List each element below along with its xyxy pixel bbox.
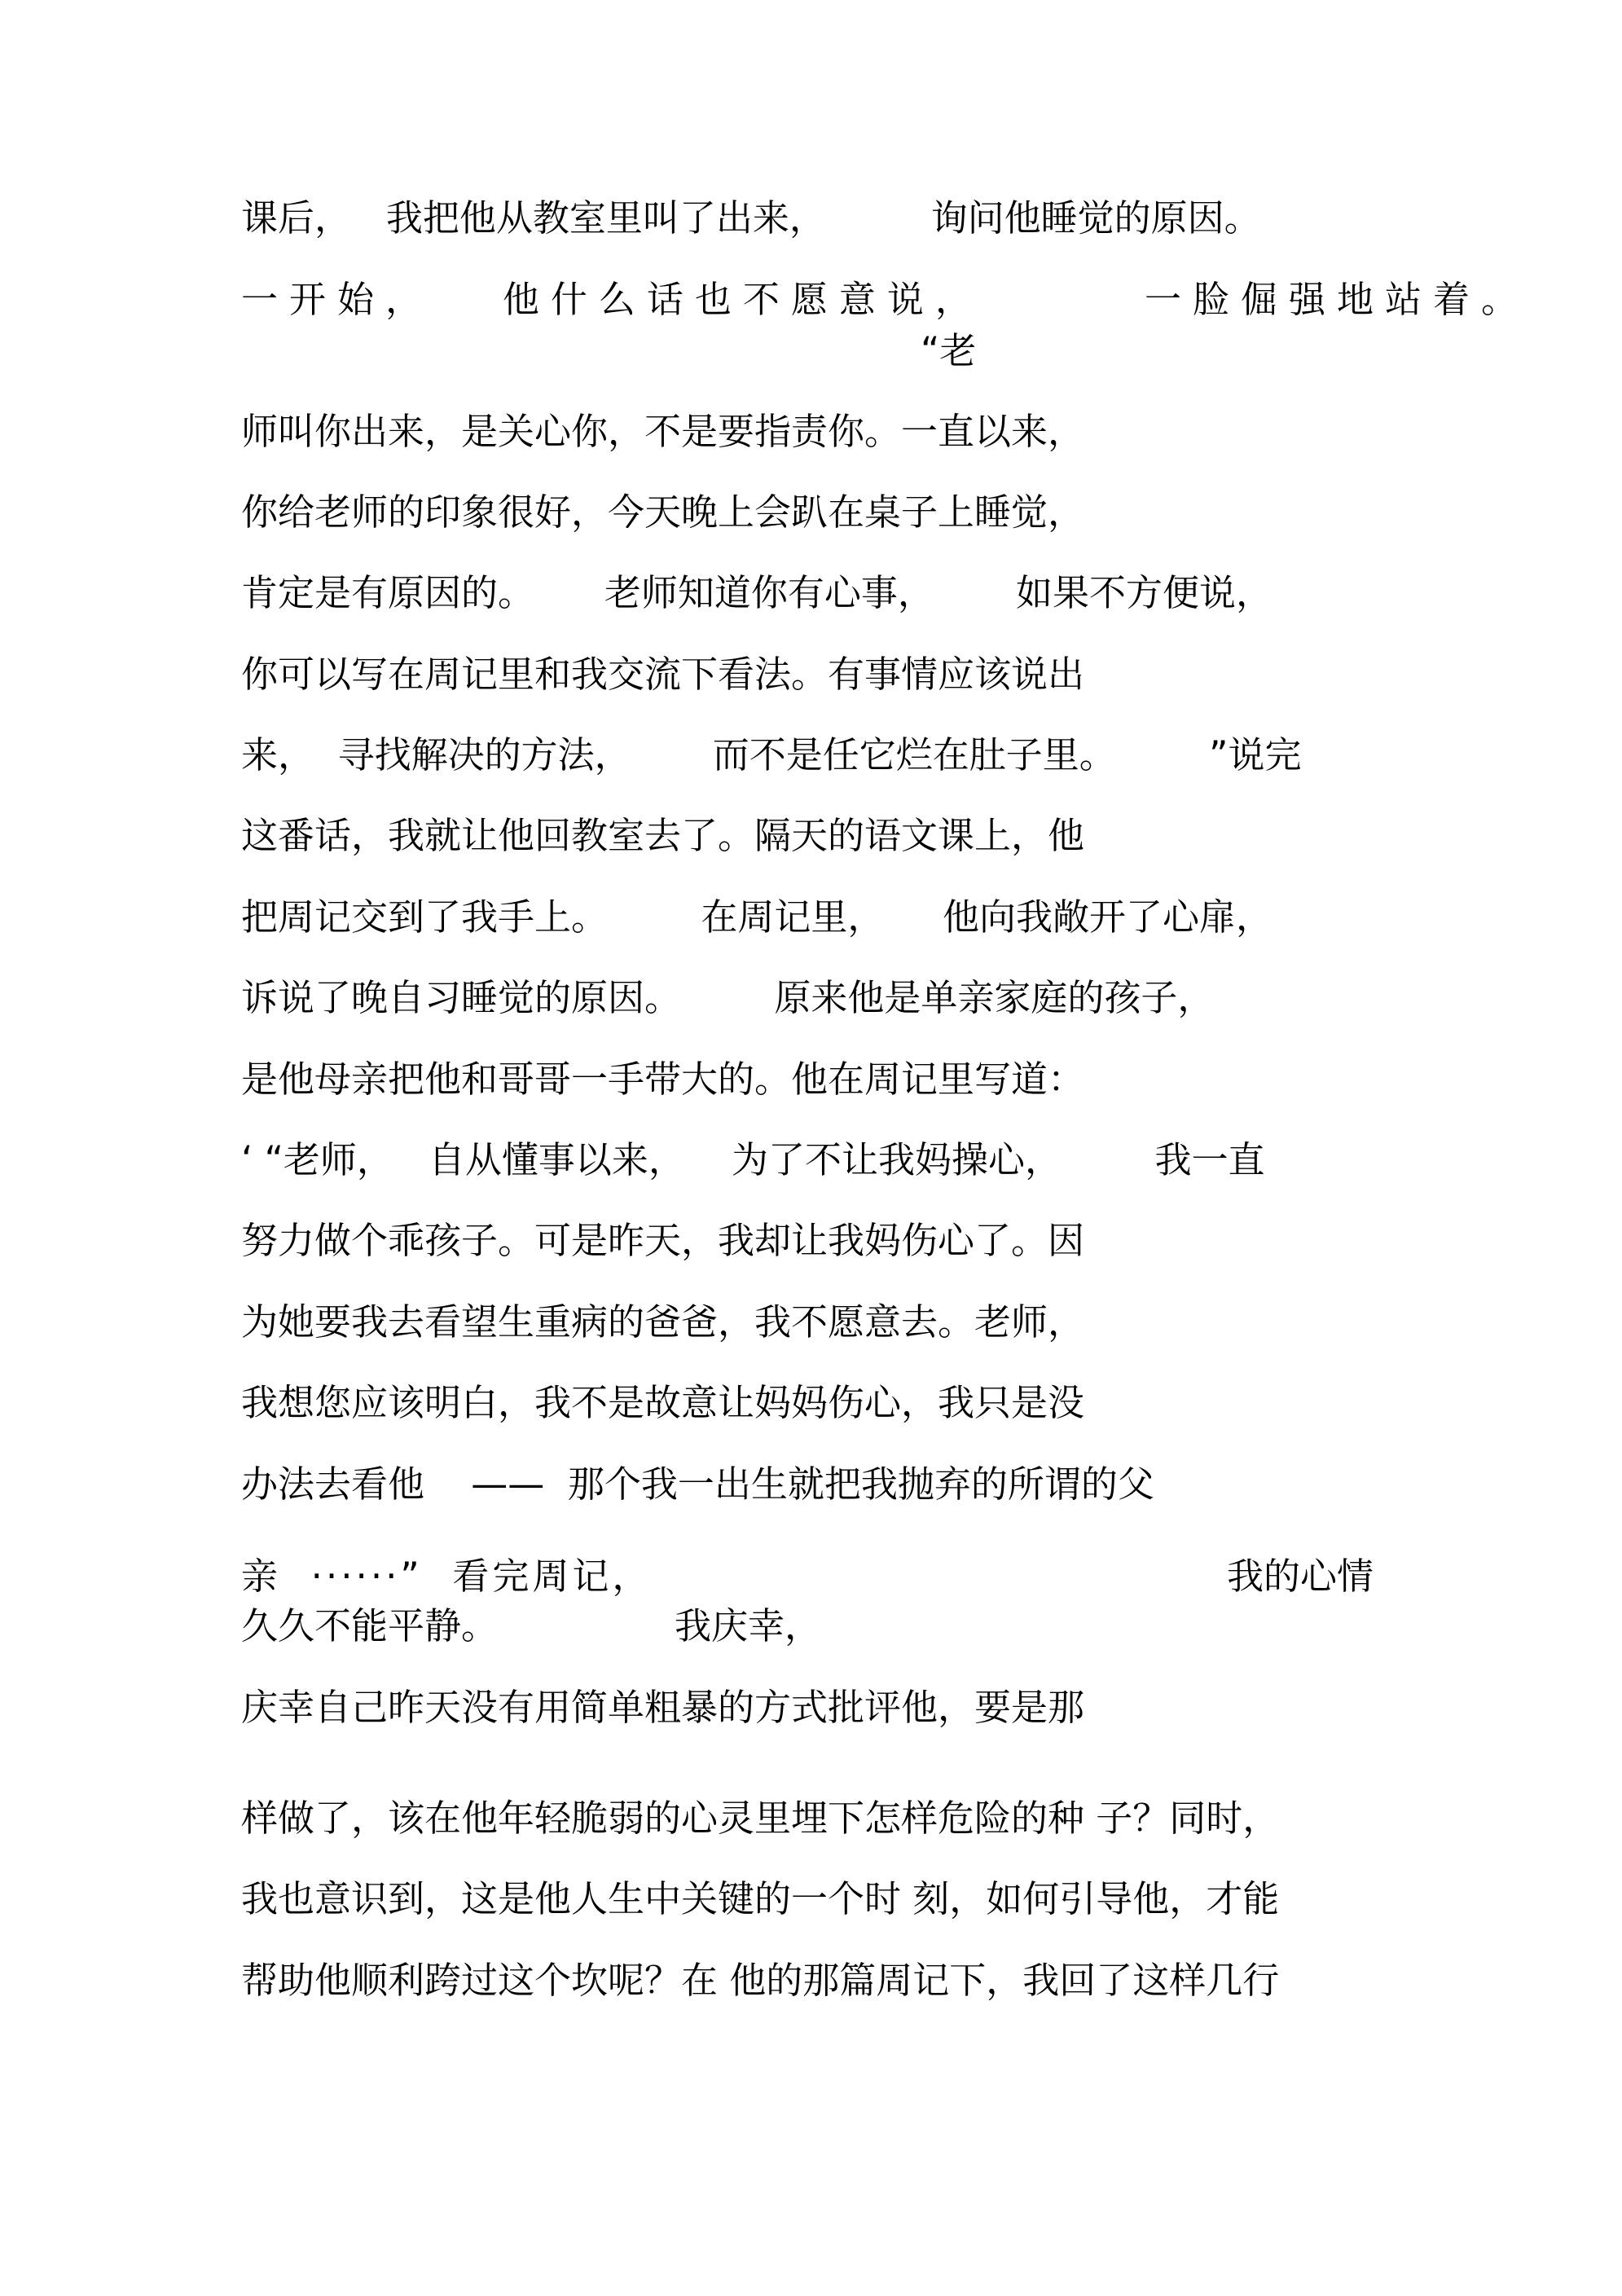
text-line-15: 为她要我去看望生重病的爸爸，我不愿意去。老师，: [241, 1300, 1085, 1344]
text-line-22: 我也意识到，这是他人生中关键的一个时 刻，如何引导他，才能: [241, 1877, 1280, 1920]
text-line-19-end: 我庆幸，: [675, 1604, 822, 1647]
text-line-11: 诉说了晚自习睡觉的原因。 原来他是单亲家庭的孩子，: [241, 976, 1215, 1019]
text-line-18: 亲 ······” 看完周记，: [241, 1555, 653, 1598]
text-line-14: 努力做个乖孩子。可是昨天，我却让我妈伤心了。因: [241, 1219, 1085, 1262]
text-line-4: 师叫你出来，是关心你，不是要指责你。一直以来，: [241, 410, 1085, 453]
text-line-10: 把周记交到了我手上。 在周记里， 他向我敞开了心扉，: [241, 895, 1273, 939]
text-line-18-end: 我的心情: [1227, 1555, 1374, 1598]
text-line-19: 久久不能平静。: [241, 1604, 499, 1647]
text-line-7: 你可以写在周记里和我交流下看法。有事情应该说出: [241, 653, 1085, 696]
text-line-12: 是他母亲把他和哥哥一手带大的。他在周记里写道：: [241, 1058, 1085, 1101]
text-line-6: 肯定是有原因的。 老师知道你有心事， 如果不方便说，: [241, 571, 1273, 614]
text-line-13: ‘ “老师， 自从懂事以来， 为了不让我妈操心， 我一直: [241, 1138, 1265, 1181]
text-line-21: 样做了，该在他年轻脆弱的心灵里埋下怎样危险的种 子？同时，: [241, 1797, 1280, 1840]
text-line-1: 课后， 我把他从教室里叫了出来， 询问他睡觉的原因。: [241, 196, 1261, 240]
text-line-9: 这番话，我就让他回教室去了。隔天的语文课上，他: [241, 814, 1085, 857]
text-line-23: 帮助他顺利跨过这个坎呢？在 他的那篇周记下，我回了这样几行: [241, 1959, 1280, 2002]
text-line-20: 庆幸自己昨天没有用简单粗暴的方式批评他，要是那: [241, 1686, 1085, 1729]
text-line-8: 来， 寻找解决的方法， 而不是任它烂在肚子里。 ”说完: [241, 733, 1302, 776]
text-line-5: 你给老师的印象很好，今天晚上会趴在桌子上睡觉，: [241, 490, 1085, 534]
text-line-3: “老: [921, 329, 977, 372]
text-line-2: 一开始， 他什么话也不愿意说， 一脸倔强地站着。: [241, 278, 1530, 321]
text-line-16: 我想您应该明白，我不是故意让妈妈伤心，我只是没: [241, 1381, 1085, 1424]
text-line-17: 办法去看他 —— 那个我一出生就把我抛弃的所谓的父: [241, 1462, 1154, 1506]
